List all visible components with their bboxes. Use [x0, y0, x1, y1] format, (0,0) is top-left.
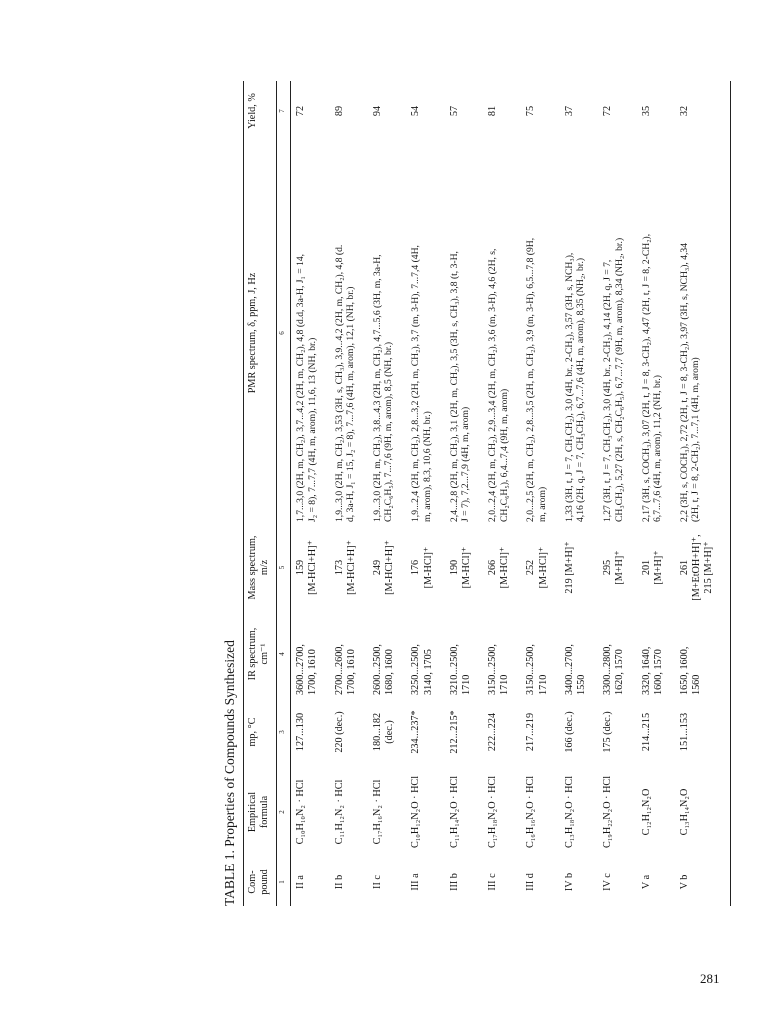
mass-spectrum-cell: 252 [M-HCl]⁺ — [525, 546, 549, 589]
column-number: 7 — [277, 81, 291, 141]
header-empirical-formula: Empirical formula — [244, 766, 277, 858]
table-row — [291, 81, 330, 906]
melting-point-cell: 166 (dec.) — [563, 711, 575, 753]
yield-cell: 54 — [410, 105, 422, 117]
melting-point-cell: 214...215 — [640, 712, 652, 752]
pmr-spectrum-cell: 2,17 (3H, s, COCH₃), 3,07 (2H, t, J = 8, 3-CH₂), 4,47 (2H, t, J = 8, 2-CH₂), 6,7...7,6 (4H, m, arom), 11,2 (NH, br.) — [640, 233, 664, 522]
ir-spectrum-cell: 2700...2600, 1700, 1610 — [333, 644, 357, 695]
ir-spectrum-cell: 3400...2700, 1550 — [563, 644, 588, 695]
column-number: 5 — [277, 525, 291, 610]
header-compound: Com- pound — [244, 858, 277, 906]
mass-spectrum-cell: 249 [M-HCl+H]⁺ — [371, 540, 396, 595]
compound-cell: V a — [640, 874, 652, 890]
empirical-formula-cell: C₁₀H₁₀N₂ · HCl — [295, 779, 306, 845]
yield-cell: 81 — [487, 105, 499, 117]
melting-point-cell: 234...237* — [410, 710, 422, 754]
ir-spectrum-cell: 3600...2700, 1700, 1610 — [295, 644, 319, 695]
header-yield: Yield, % — [244, 81, 277, 141]
header-row — [244, 81, 277, 906]
header-ir-spectrum: IR spectrum, cm⁻¹ — [244, 610, 277, 698]
pmr-spectrum-cell: 1,9...3,0 (2H, m, CH₂), 3,8...4,3 (2H, m, CH₂), 4,7...5,6 (3H, m, 3a-H, CH₂C₆H₅), 7...7,6 (9H, m, arom), 8,5 (NH, br.) — [371, 254, 395, 522]
yield-cell: 75 — [525, 105, 537, 117]
empirical-formula-cell: C₁₂H₁₂N₂O — [640, 788, 652, 836]
ir-spectrum-cell: 3300...2800, 1620, 1570 — [602, 644, 626, 695]
melting-point-cell: 127...130 — [295, 712, 306, 752]
compound-cell: III a — [410, 873, 422, 891]
column-number: 3 — [277, 698, 291, 766]
empirical-formula-cell: C₁₉H₂₂N₂O · HCl — [602, 775, 614, 849]
ir-spectrum-cell: 2600...2500, 1680, 1600 — [371, 644, 396, 695]
melting-point-cell: 175 (dec.) — [602, 711, 614, 753]
mass-spectrum-cell: 190 [M-HCl]⁺ — [448, 546, 472, 589]
yield-cell: 72 — [602, 105, 614, 117]
header-mass-spectrum: Mass spectrum, m/z — [244, 525, 277, 610]
compound-cell: III b — [448, 873, 460, 891]
table-row — [483, 81, 521, 906]
mass-spectrum-cell: 159 [M-HCl+H]⁺ — [295, 540, 319, 595]
column-number: 1 — [277, 858, 291, 906]
ir-spectrum-cell: 3210...2500, 1710 — [448, 644, 472, 695]
pmr-spectrum-cell: 1,9...3,0 (2H, m, CH₂), 3,53 (3H, s, CH₃), 3,9...4,2 (2H, m, CH₂), 4,8 (d. d, 3a-H, J₁ = 15, J₂ = 8), 7...7,6 (4H, m, arom), 12,1 (NH, br.) — [333, 244, 357, 522]
empirical-formula-cell: C₁₁H₁₂N₂ · HCl — [333, 779, 345, 845]
melting-point-cell: 222...224 — [487, 712, 499, 752]
yield-cell: 35 — [640, 105, 652, 117]
ir-spectrum-cell: 3150...2500, 1710 — [525, 644, 549, 695]
header-melting-point: mp, °C — [244, 698, 277, 766]
table-row — [368, 81, 406, 906]
pmr-spectrum-cell: 2,4...2,8 (2H, m, CH₂), 3,1 (2H, m, CH₂), 3,5 (3H, s, CH₃), 3,8 (t, 3-H, J = 7), 7,2...7,9 (4H, m, arom) — [448, 251, 472, 522]
table-row — [406, 81, 444, 906]
yield-cell: 89 — [333, 105, 345, 117]
pmr-spectrum-cell: 2,0...2,4 (2H, m, CH₂), 2,9...3,4 (2H, m, CH₂), 3,6 (m, 3-H), 4,6 (2H, s, CH₂C₆H₅), 6,4...7,4 (9H, m, arom) — [487, 248, 510, 522]
empirical-formula-cell: C₁₇H₁₈N₂O · HCl — [487, 775, 499, 849]
pmr-spectrum-cell: 2,0...2,5 (2H, m, CH₂), 2,8...3,5 (2H, m, CH₂), 3,9 (m, 3-H), 6,5...7,8 (9H, m, arom) — [525, 237, 548, 522]
column-number-row — [277, 81, 291, 906]
mass-spectrum-cell: 176 [M-HCl]⁺ — [410, 546, 434, 589]
column-number: 4 — [277, 610, 291, 698]
header-pmr-spectrum: PMR spectrum, δ, ppm, J, Hz — [244, 141, 277, 525]
table-row — [445, 81, 483, 906]
page-number: 281 — [700, 971, 720, 986]
mass-spectrum-cell: 173 [M-HCl+H]⁺ — [333, 540, 357, 595]
table-row — [521, 81, 559, 906]
table-row — [598, 81, 636, 906]
table-row — [637, 81, 675, 906]
ir-spectrum-cell: 3150...2500, 1710 — [487, 644, 511, 695]
melting-point-cell: 220 (dec.) — [333, 711, 345, 753]
empirical-formula-cell: C₁₀H₁₂N₂O · HCl — [410, 775, 422, 849]
pmr-spectrum-cell: 1,9...2,4 (2H, m, CH₂), 2,8...3,2 (2H, m, CH₂), 3,7 (m, 3-H), 7...7,4 (4H, m, arom), 8,3, 10,6 (NH, br.) — [410, 245, 433, 522]
properties-table — [243, 81, 731, 906]
table-row — [560, 81, 598, 906]
melting-point-cell: 212...215* — [448, 710, 460, 754]
yield-cell: 37 — [563, 105, 575, 117]
mass-spectrum-cell: 295 [M+H]⁺ — [602, 550, 626, 585]
compound-cell: II a — [295, 875, 306, 889]
empirical-formula-cell: C₁₇H₁₆N₂ · HCl — [371, 779, 383, 845]
pmr-spectrum-cell: 2,2 (3H, s, COCH₃), 2,72 (2H, t, J = 8, 3-CH₂), 3,97 (3H, s, NCH₃), 4,34 (2H, t, J = 8, 2-CH₂), 7...7,1 (4H, m, arom) — [675, 141, 731, 525]
ir-spectrum-cell: 3320, 1640, 1600, 1570 — [640, 646, 664, 695]
compound-cell: III d — [525, 873, 537, 891]
melting-point-cell: 217...219 — [525, 712, 537, 752]
yield-cell: 72 — [295, 105, 306, 117]
compound-cell: V b — [675, 858, 731, 906]
mass-spectrum-cell: 266 [M-HCl]⁺ — [487, 546, 511, 589]
table-body — [291, 81, 731, 906]
rotated-table-block — [222, 81, 768, 906]
yield-cell: 32 — [675, 81, 731, 141]
yield-cell: 57 — [448, 105, 460, 117]
ir-spectrum-cell: 3250...2500, 3140, 1705 — [410, 644, 434, 695]
melting-point-cell: 151...153 — [675, 698, 731, 766]
compound-cell: II c — [371, 875, 383, 889]
mass-spectrum-cell: 219 [M+H]⁺ — [563, 541, 575, 594]
table-row — [675, 81, 731, 906]
column-number: 2 — [277, 766, 291, 858]
mass-spectrum-cell: 261 [M+EtOH+H]⁺, 215 [M+H]⁺ — [675, 525, 731, 610]
compound-cell: IV c — [602, 873, 614, 891]
ir-spectrum-cell: 1650, 1600, 1560 — [675, 610, 731, 698]
table-row — [330, 81, 368, 906]
pmr-spectrum-cell: 1,7...3,0 (2H, m, CH₂), 3,7...4,2 (2H, m, CH₂), 4,8 (d.d, 3a-H, J₁ = 14, J₂ = 8), 7...7,7 (4H, m, arom), 11,6, 13 (NH, br.) — [295, 253, 318, 522]
compound-cell: III c — [487, 873, 499, 891]
mass-spectrum-cell: 201 [M+H]⁺ — [640, 550, 664, 585]
empirical-formula-cell: C₁₃H₁₄N₂O — [675, 766, 731, 858]
compound-cell: IV b — [563, 872, 575, 892]
empirical-formula-cell: C₁₆H₁₆N₂O · HCl — [525, 775, 537, 849]
table-caption: TABLE 1. Properties of Compounds Synthesized — [222, 640, 237, 906]
melting-point-cell: 180...182 (dec.) — [371, 712, 396, 752]
pmr-spectrum-cell: 1,27 (3H, t, J = 7, CH₃CH₂), 3,0 (4H, br., 2-CH₂), 4,14 (2H, q, J = 7, CH₃CH₂), 5,27 (2H, s, CH₂C₆H₅), 6,7...7,7 (9H, m, arom), 8,34 (NH₂, br.) — [602, 237, 625, 522]
pmr-spectrum-cell: 1,33 (3H, t, J = 7, CH₃CH₂), 3,0 (4H, br., 2-CH₂), 3,57 (3H, s, NCH₃), 4,16 (2H, q, J = 7, CH₃CH₂), 6,7...7,6 (4H, m, arom), 8,35 (NH₂, br.) — [563, 252, 587, 522]
compound-cell: II b — [333, 874, 345, 890]
empirical-formula-cell: C₁₁H₁₄N₂O · HCl — [448, 775, 460, 849]
column-number: 6 — [277, 141, 291, 525]
empirical-formula-cell: C₁₃H₁₈N₂O · HCl — [563, 775, 575, 849]
yield-cell: 94 — [371, 105, 383, 117]
